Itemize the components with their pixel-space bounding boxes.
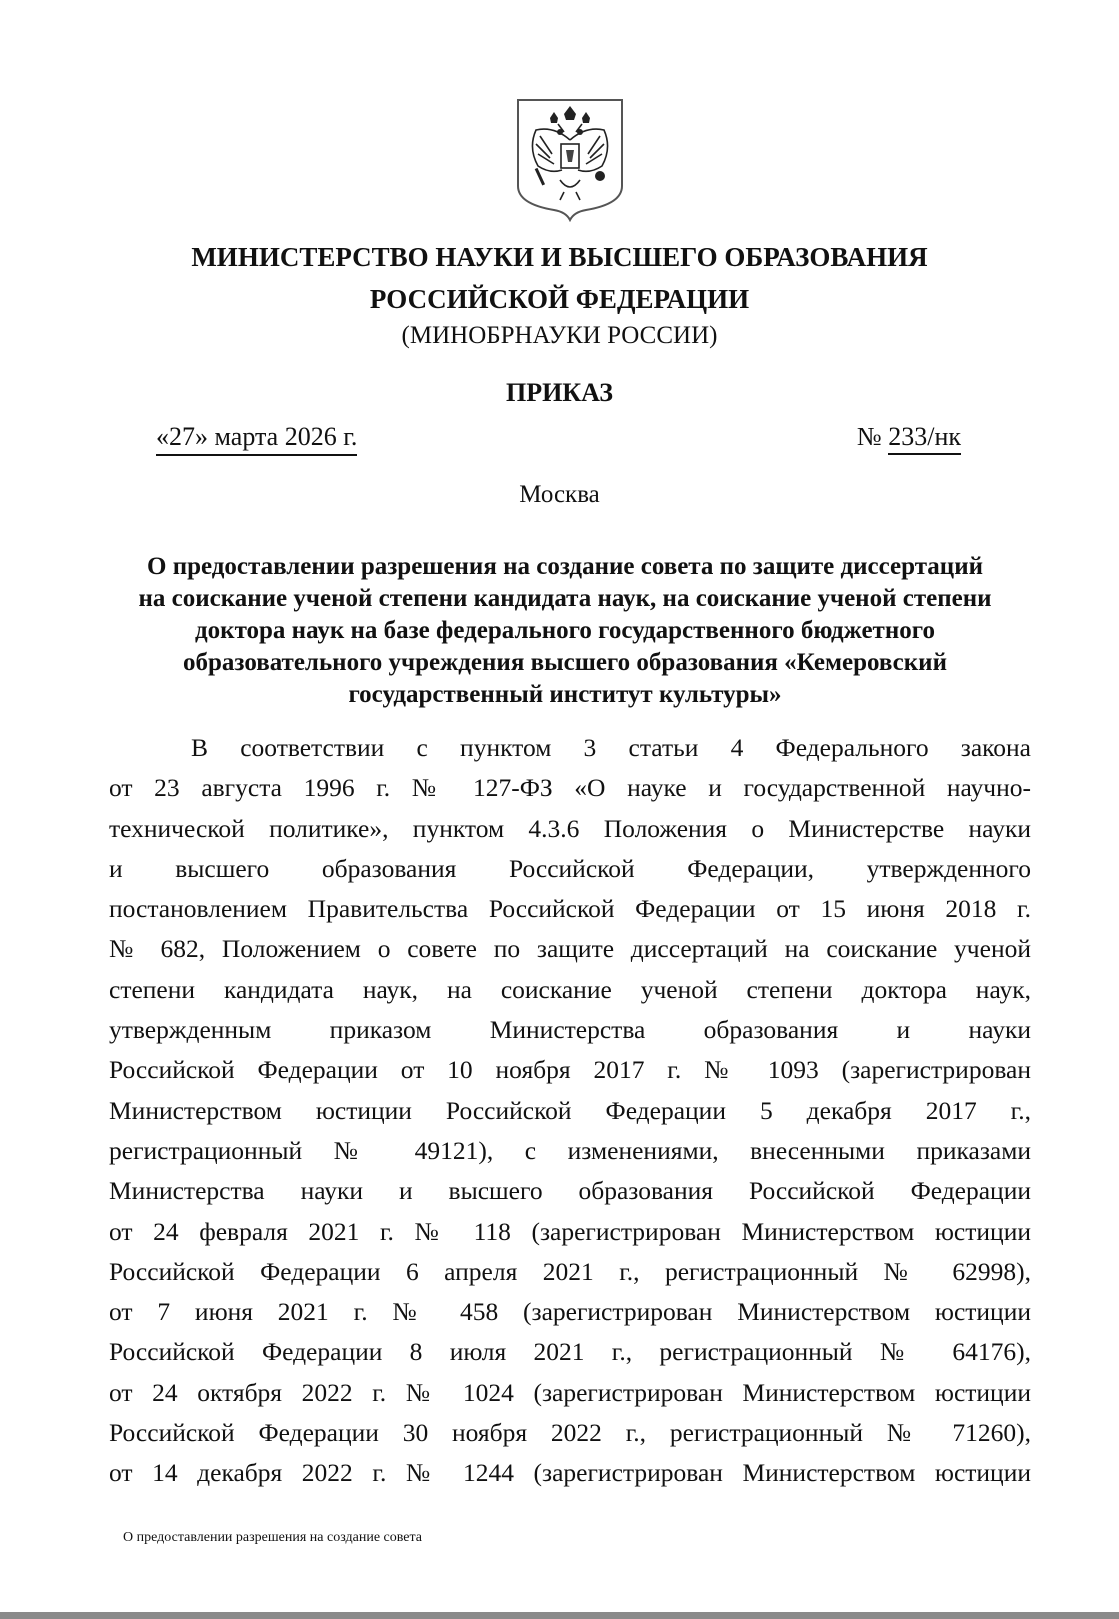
order-title-line: доктора наук на базе федерального государственного бюджетного (195, 617, 935, 644)
body-line: степени кандидата наук, на соискание ученой степени доктора наук, (109, 974, 1031, 1004)
order-title (106, 551, 1024, 711)
body-line: постановлением Правительства Российской Федерации от 15 июня 2018 г. (109, 894, 1031, 924)
body-line: от 24 февраля 2021 г. № 118 (зарегистрирован Министерством юстиции (109, 1216, 1031, 1246)
body-line: регистрационный № 49121), с изменениями, внесенными приказами (109, 1135, 1031, 1165)
document-type: ПРИКАЗ (505, 378, 614, 407)
body-line: технической политике», пунктом 4.3.6 Положения о Министерстве науки (109, 813, 1031, 843)
order-title-line: образовательного учреждения высшего образования «Кемеровский (183, 649, 947, 676)
body-line: от 14 декабря 2022 г. № 1244 (зарегистрирован Министерством юстиции (109, 1458, 1031, 1488)
body-line: Российской Федерации 6 апреля 2021 г., регистрационный № 62998), (109, 1256, 1031, 1286)
page-bottom-edge (0, 1612, 1119, 1619)
order-number-prefix: № (856, 422, 882, 451)
body-line: утвержденным приказом Министерства образования и науки (109, 1015, 1031, 1045)
body-line: В соответствии с пунктом 3 статьи 4 Федерального закона (191, 733, 1031, 762)
order-number-value: 233/нк (888, 422, 961, 455)
order-date: «27» марта 2026 г. (156, 422, 357, 456)
body-line: от 7 июня 2021 г. № 458 (зарегистрирован Министерством юстиции (109, 1297, 1031, 1327)
ministry-name (0, 236, 1119, 320)
ministry-short-name: (МИНОБРНАУКИ РОССИИ) (401, 322, 718, 349)
order-number (857, 422, 961, 452)
order-title-line: О предоставлении разрешения на создание совета по защите диссертаций (147, 553, 983, 580)
city: Москва (519, 481, 600, 508)
body-line: № 682, Положением о совете по защите диссертаций на соискание ученой (109, 934, 1031, 964)
ministry-name-line1: МИНИСТЕРСТВО НАУКИ И ВЫСШЕГО ОБРАЗОВАНИЯ (191, 242, 928, 272)
body-line: Министерства науки и высшего образования Российской Федерации (109, 1176, 1031, 1206)
body-line: Российской Федерации 8 июля 2021 г., регистрационный № 64176), (109, 1337, 1031, 1367)
body-line: Министерством юстиции Российской Федерации 5 декабря 2017 г., (109, 1095, 1031, 1125)
page-footer: О предоставлении разрешения на создание совета (123, 1530, 422, 1545)
order-title-line: на соискание ученой степени кандидата наук, на соискание ученой степени (138, 585, 992, 612)
coat-of-arms-icon (514, 96, 626, 222)
ministry-name-line2: РОССИЙСКОЙ ФЕДЕРАЦИИ (369, 284, 750, 314)
order-title-line: государственный институт культуры» (348, 681, 782, 708)
order-body (109, 728, 1031, 1494)
body-line: и высшего образования Российской Федерации, утвержденного (109, 853, 1031, 883)
body-line: от 24 октября 2022 г. № 1024 (зарегистрирован Министерством юстиции (109, 1377, 1031, 1407)
body-line: от 23 августа 1996 г. № 127-ФЗ «О науке и государственной научно- (109, 773, 1031, 803)
body-line: Российской Федерации от 10 ноября 2017 г. № 1093 (зарегистрирован (109, 1055, 1031, 1085)
body-line: Российской Федерации 30 ноября 2022 г., регистрационный № 71260), (109, 1418, 1031, 1448)
